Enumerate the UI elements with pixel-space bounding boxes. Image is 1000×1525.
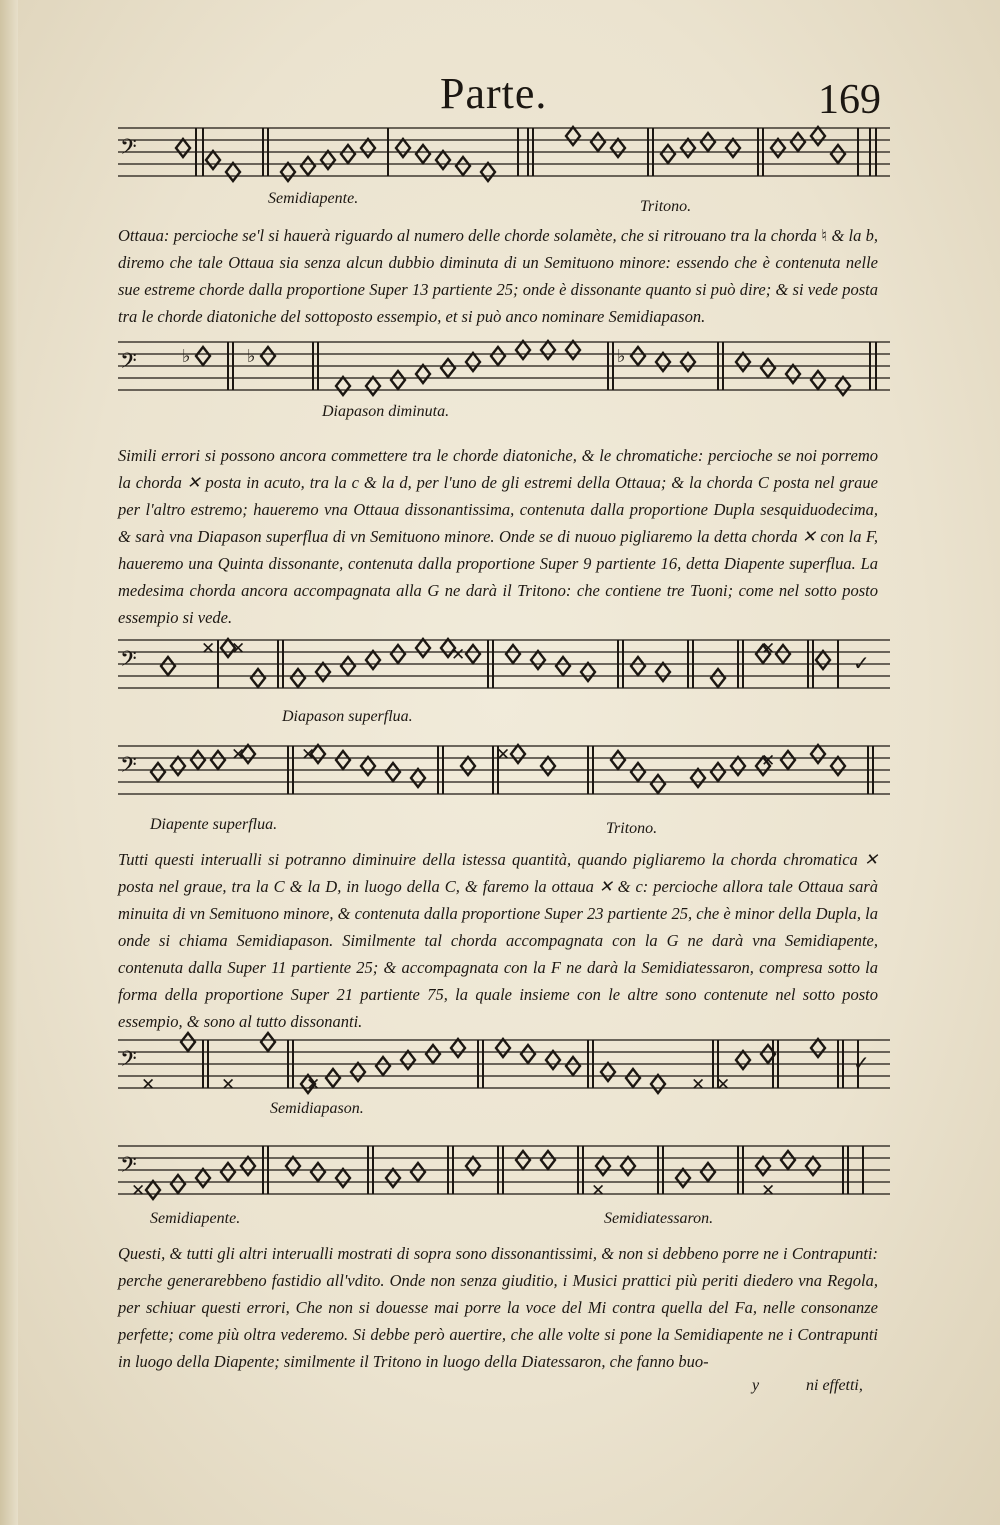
page-number: 169 [818, 77, 881, 123]
breve-note-icon [611, 751, 625, 769]
breve-note-icon [386, 1169, 400, 1187]
caption-semidiatessaron: Semidiatessaron. [604, 1210, 714, 1227]
breve-note-icon [341, 657, 355, 675]
breve-note-icon [661, 145, 675, 163]
sharp-sign-icon: ✕ [716, 1075, 731, 1095]
breve-note-icon [726, 139, 740, 157]
breve-note-icon [196, 1169, 210, 1187]
breve-note-icon [781, 751, 795, 769]
breve-note-icon [411, 1163, 425, 1181]
breve-note-icon [411, 769, 425, 787]
breve-note-icon [436, 151, 450, 169]
sharp-sign-icon: ✕ [231, 639, 246, 659]
breve-note-icon [631, 763, 645, 781]
sharp-sign-icon: ✕ [761, 1181, 776, 1201]
breve-note-icon [811, 127, 825, 145]
breve-note-icon [681, 139, 695, 157]
breve-note-icon [701, 1163, 715, 1181]
breve-note-icon [516, 1151, 530, 1169]
breve-note-icon [456, 157, 470, 175]
breve-note-icon [301, 157, 315, 175]
breve-note-icon [291, 669, 305, 687]
breve-note-icon [481, 163, 495, 181]
breve-note-icon [621, 1157, 635, 1175]
sharp-sign-icon: ✕ [496, 745, 511, 765]
breve-note-icon [756, 1157, 770, 1175]
breve-note-icon [336, 1169, 350, 1187]
sharp-sign-icon: ✕ [301, 745, 316, 765]
breve-note-icon [541, 1151, 555, 1169]
breve-note-icon [591, 133, 605, 151]
breve-note-icon [691, 769, 705, 787]
breve-note-icon [811, 745, 825, 763]
caption-tritono-2: Tritono. [606, 820, 658, 837]
breve-note-icon [416, 639, 430, 657]
breve-note-icon [566, 341, 580, 359]
breve-note-icon [341, 145, 355, 163]
breve-note-icon [376, 1057, 390, 1075]
paragraph-4: Questi, & tutti gli altri interualli mostrati di sopra sono dissonantissimi, & non si debbeno porre ne i Contrapunti: perche generarebbeno fastidio all'vdito. Onde non senza giuditio, i Musici prattici più periti diedero vna Regola, per schiuar questi errori, Che non si douesse mai porre la voce del Mi contra quella del Fa, nelle consonanze perfette; come più oltra vederemo. Si debbe però auertire, che alle volte si pone la Semidiapente ne i Contrapunti in luogo della Diapente; similmente il Tritono in luogo della Diatessaron, che fanno buo- [118, 1244, 878, 1371]
breve-note-icon [336, 751, 350, 769]
breve-note-icon [516, 341, 530, 359]
caption-semidiapason: Semidiapason. [270, 1100, 364, 1117]
breve-note-icon [676, 1169, 690, 1187]
breve-note-icon [396, 139, 410, 157]
caption-diapente-superflua: Diapente superflua. [150, 816, 278, 833]
breve-note-icon [491, 347, 505, 365]
breve-note-icon [521, 1045, 535, 1063]
breve-note-icon [366, 651, 380, 669]
running-head: Parte. [440, 69, 548, 118]
breve-note-icon [786, 365, 800, 383]
caption-semidiapente-1: Semidiapente. [268, 190, 359, 207]
breve-note-icon [416, 145, 430, 163]
page-edge [0, 0, 18, 1525]
breve-note-icon [566, 127, 580, 145]
breve-note-icon [311, 1163, 325, 1181]
sharp-sign-icon: ✕ [451, 645, 466, 665]
breve-note-icon [226, 163, 240, 181]
music-staff-3 [118, 630, 890, 706]
f-clef-icon: 𝄢 [120, 1047, 137, 1077]
breve-note-icon [711, 669, 725, 687]
breve-note-icon [831, 757, 845, 775]
breve-note-icon [321, 151, 335, 169]
breve-note-icon [196, 347, 210, 365]
breve-note-icon [511, 745, 525, 763]
breve-note-icon [656, 663, 670, 681]
breve-note-icon [461, 757, 475, 775]
breve-note-icon [441, 359, 455, 377]
breve-note-icon [736, 1051, 750, 1069]
f-clef-icon: 𝄢 [120, 135, 137, 165]
breve-note-icon [771, 139, 785, 157]
breve-note-icon [566, 1057, 580, 1075]
breve-note-icon [711, 763, 725, 781]
sharp-sign-icon: ✕ [761, 639, 776, 659]
sharp-sign-icon: ✕ [201, 639, 216, 659]
breve-note-icon [651, 1075, 665, 1093]
breve-note-icon [161, 657, 175, 675]
breve-note-icon [401, 1051, 415, 1069]
breve-note-icon [181, 1033, 195, 1051]
sharp-sign-icon: ✕ [761, 751, 776, 771]
breve-note-icon [541, 341, 555, 359]
music-staff-1 [118, 118, 890, 194]
breve-note-icon [731, 757, 745, 775]
f-clef-icon: 𝄢 [120, 647, 137, 677]
breve-note-icon [391, 371, 405, 389]
sharp-sign-icon: ✕ [221, 1075, 236, 1095]
breve-note-icon [656, 353, 670, 371]
music-staff-4 [118, 736, 890, 812]
breve-note-icon [761, 359, 775, 377]
breve-note-icon [791, 133, 805, 151]
breve-note-icon [391, 645, 405, 663]
breve-note-icon [361, 139, 375, 157]
breve-note-icon [736, 353, 750, 371]
breve-note-icon [336, 377, 350, 395]
breve-note-icon [191, 751, 205, 769]
breve-note-icon [556, 657, 570, 675]
breve-note-icon [681, 353, 695, 371]
breve-note-icon [466, 645, 480, 663]
breve-note-icon [221, 1163, 235, 1181]
music-staff-2 [118, 332, 890, 408]
breve-note-icon [626, 1069, 640, 1087]
breve-note-icon [361, 757, 375, 775]
breve-note-icon [426, 1045, 440, 1063]
breve-note-icon [261, 1033, 275, 1051]
custos-icon: ✓ [853, 1051, 870, 1075]
breve-note-icon [281, 163, 295, 181]
breve-note-icon [171, 757, 185, 775]
custos-icon: ✓ [853, 651, 870, 675]
music-staff-5 [118, 1030, 890, 1106]
breve-note-icon [416, 365, 430, 383]
breve-note-icon [836, 377, 850, 395]
flat-sign-icon: ♭ [247, 346, 256, 367]
breve-note-icon [831, 145, 845, 163]
breve-note-icon [171, 1175, 185, 1193]
breve-note-icon [251, 669, 265, 687]
breve-note-icon [506, 645, 520, 663]
caption-semidiapente-2: Semidiapente. [150, 1210, 241, 1227]
breve-note-icon [351, 1063, 365, 1081]
f-clef-icon: 𝄢 [120, 349, 137, 379]
breve-note-icon [206, 151, 220, 169]
sharp-sign-icon: ✕ [591, 1181, 606, 1201]
breve-note-icon [806, 1157, 820, 1175]
breve-note-icon [596, 1157, 610, 1175]
breve-note-icon [326, 1069, 340, 1087]
breve-note-icon [811, 1039, 825, 1057]
breve-note-icon [611, 139, 625, 157]
breve-note-icon [496, 1039, 510, 1057]
breve-note-icon [811, 371, 825, 389]
sharp-sign-icon: ✕ [141, 1075, 156, 1095]
breve-note-icon [386, 763, 400, 781]
breve-note-icon [466, 353, 480, 371]
f-clef-icon: 𝄢 [120, 1153, 137, 1183]
flat-sign-icon: ♭ [182, 346, 191, 367]
breve-note-icon [151, 763, 165, 781]
caption-diapason-diminuta: Diapason diminuta. [322, 403, 450, 420]
sharp-sign-icon: ✕ [231, 745, 246, 765]
breve-note-icon [261, 347, 275, 365]
breve-note-icon [531, 651, 545, 669]
flat-sign-icon: ♭ [617, 346, 626, 367]
breve-note-icon [701, 133, 715, 151]
breve-note-icon [816, 651, 830, 669]
sharp-sign-icon: ✕ [131, 1181, 146, 1201]
breve-note-icon [631, 347, 645, 365]
paragraph-3: Tutti questi interualli si potranno diminuire della istessa quantità, quando pigliaremo la chorda chromatica ✕ posta nel graue, tra la C & la D, in luogo della C, & faremo la ottaua ✕ & c: percioche allora tale Ottaua sarà minuita di vn Semituono minore, & contenuta dalla proportione Super 23 partiente 25, che è minor della Dupla, la onde si chiama Semidiapason. Similmente tal chorda accompagnata con la G ne darà vna Semidiapente, contenuta dalla Super 11 partiente 25; & accompagnata con la F ne darà la Semidiatessaron, compresa sotto la forma della proportione Super 21 partiente 75, la quale insieme con le altre sono contenute nel sotto posto essempio, & sono al tutto dissonanti. [118, 850, 878, 1031]
paragraph-2: Simili errori si possono ancora commettere tra le chorde diatoniche, & le chromatiche: percioche se noi porremo la chorda ✕ posta in acuto, tra la c & la d, per l'uno de gli estremi della Ottaua; & la chorda C posta nel graue per l'altro estremo; haueremo vna Ottaua dissonantissima, contenuta dalla proportione Dupla sesquiduodecima, & sarà vna Diapason superflua di vn Semituono minore. Onde se di nuouo pigliaremo la detta chorda ✕ con la F, haueremo una Quinta dissonante, contenuta dalla proportione Super 9 partiente 16, detta Diapente superflua. La medesima chorda ancora accompagnata alla G ne darà il Tritono: che contiene tre Tuoni; come nel sotto posto essempio si vede. [118, 446, 878, 627]
music-staff-6 [118, 1136, 890, 1212]
breve-note-icon [581, 663, 595, 681]
breve-note-icon [781, 1151, 795, 1169]
breve-note-icon [546, 1051, 560, 1069]
breve-note-icon [241, 1157, 255, 1175]
breve-note-icon [631, 657, 645, 675]
catchword: ni effetti, [806, 1377, 863, 1394]
breve-note-icon [451, 1039, 465, 1057]
sharp-sign-icon: ✕ [691, 1075, 706, 1095]
breve-note-icon [776, 645, 790, 663]
breve-note-icon [366, 377, 380, 395]
paragraph-1: Ottaua: percioche se'l si hauerà riguardo al numero delle chorde solamète, che si ritrouano tra la chorda ♮ & la b, diremo che tale Ottaua sia senza alcun dubbio diminuta di un Semituono minore: essendo che è contenuta nelle sue estreme chorde dalla proportione Super 13 partiente 25; onde è dissonante quanto si può dire; & si vede posta tra le chorde diatoniche del sottoposto essempio, et si può anco nominare Semidiapason. [118, 226, 878, 326]
caption-diapason-superflua: Diapason superflua. [282, 708, 413, 725]
breve-note-icon [651, 775, 665, 793]
breve-note-icon [466, 1157, 480, 1175]
breve-note-icon [316, 663, 330, 681]
breve-note-icon [601, 1063, 615, 1081]
breve-note-icon [176, 139, 190, 157]
breve-note-icon [541, 757, 555, 775]
breve-note-icon [286, 1157, 300, 1175]
sharp-sign-icon: ✕ [306, 1075, 321, 1095]
breve-note-icon [146, 1181, 160, 1199]
signature-mark: y [752, 1377, 760, 1394]
f-clef-icon: 𝄢 [120, 753, 137, 783]
breve-note-icon [211, 751, 225, 769]
caption-tritono-1: Tritono. [640, 198, 692, 215]
